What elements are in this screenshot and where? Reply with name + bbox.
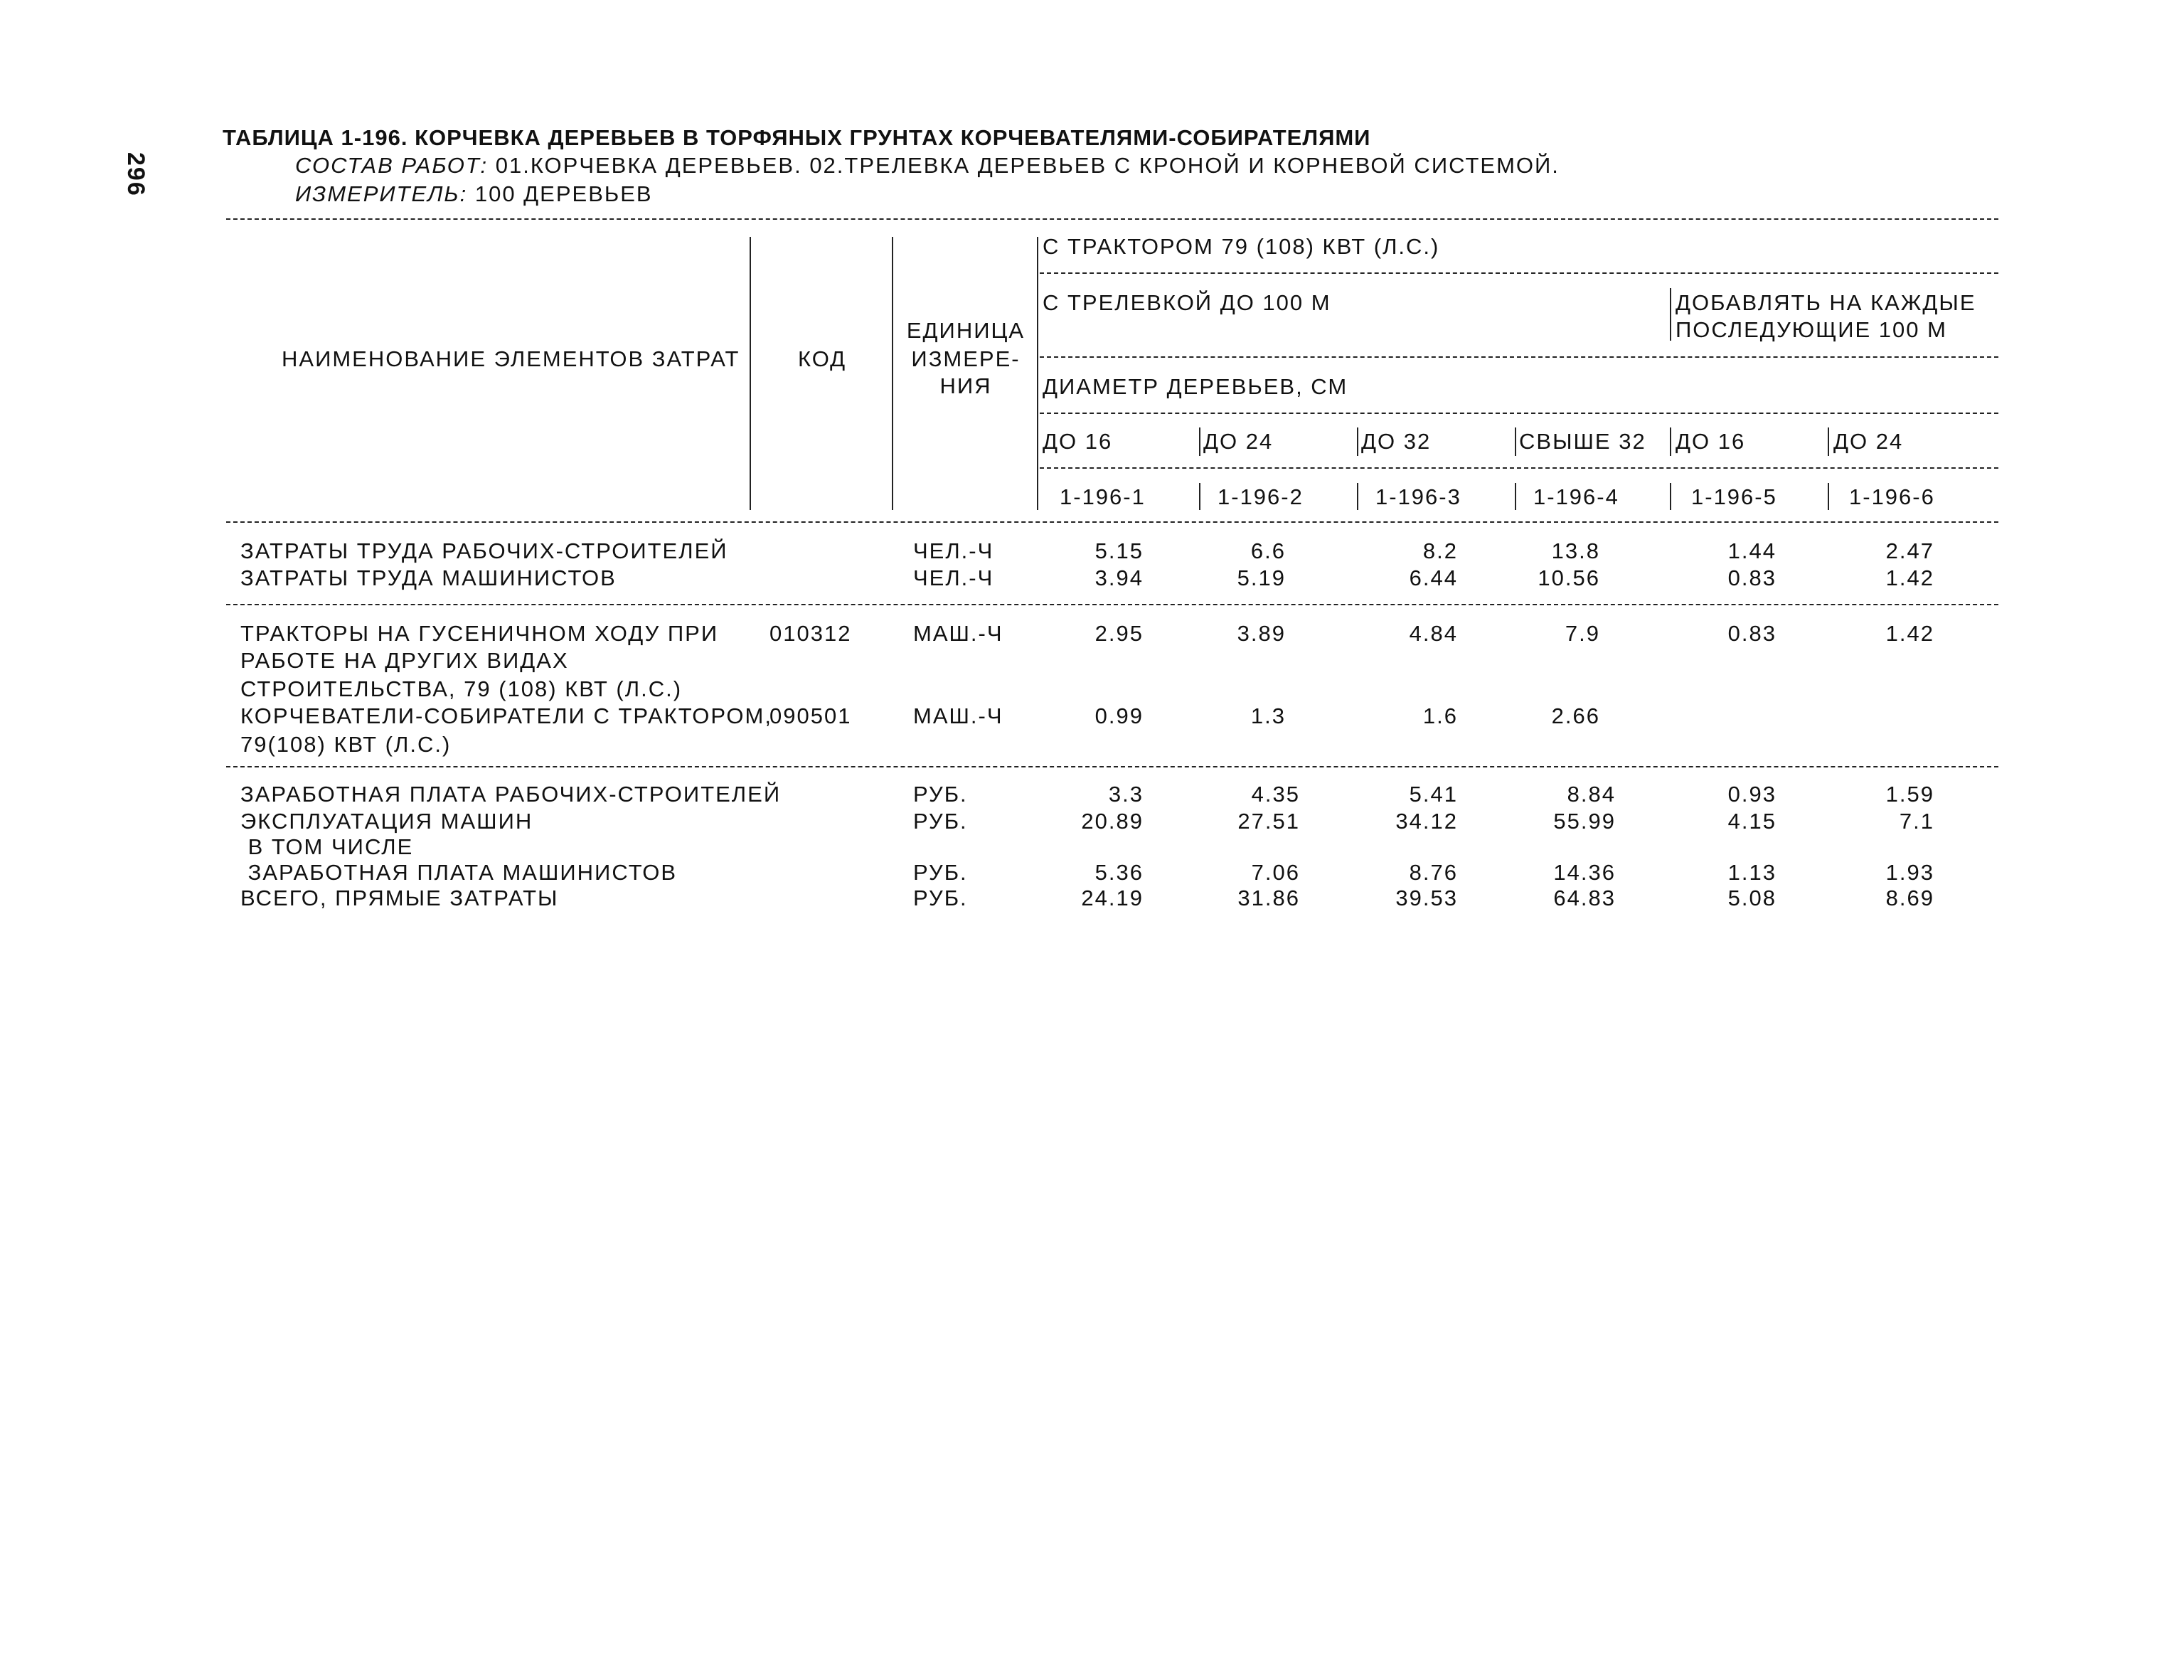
row-value: 7.06 xyxy=(1251,860,1300,885)
header-diam-4: СВЫШЕ 32 xyxy=(1519,429,1646,454)
header-separator-c6 xyxy=(1828,483,1829,510)
header-code-3: 1-196-3 xyxy=(1375,484,1461,509)
header-separator-d3 xyxy=(1357,427,1358,456)
row-value: 2.95 xyxy=(1094,621,1144,646)
row-unit: ЧЕЛ.-Ч xyxy=(913,565,994,590)
composition-label: СОСТАВ РАБОТ: xyxy=(295,153,489,178)
row-value: 0.83 xyxy=(1727,565,1777,590)
rule-header-1 xyxy=(1040,272,1998,274)
row-name: ЗАРАБОТНАЯ ПЛАТА РАБОЧИХ-СТРОИТЕЛЕЙ xyxy=(240,782,782,807)
header-separator-d6 xyxy=(1828,427,1829,456)
table-title: ТАБЛИЦА 1-196. КОРЧЕВКА ДЕРЕВЬЕВ В ТОРФЯНЫХ ГРУНТАХ КОРЧЕВАТЕЛЯМИ-СОБИРАТЕЛЯМИ xyxy=(223,125,1371,150)
row-name: ЗАТРАТЫ ТРУДА МАШИНИСТОВ xyxy=(240,565,617,590)
row-value: 3.89 xyxy=(1237,621,1286,646)
row-value: 5.08 xyxy=(1727,886,1777,910)
row-value: 39.53 xyxy=(1395,886,1458,910)
rule-header-bottom xyxy=(226,521,1998,523)
header-separator-c4 xyxy=(1515,483,1516,510)
row-value: 1.3 xyxy=(1250,703,1286,728)
rule-header-2 xyxy=(1040,356,1998,358)
row-value: 0.83 xyxy=(1727,621,1777,646)
row-value: 5.19 xyxy=(1237,565,1286,590)
row-value: 10.56 xyxy=(1538,565,1600,590)
row-value: 2.66 xyxy=(1551,703,1600,728)
row-value: 24.19 xyxy=(1081,886,1144,910)
row-value: 6.6 xyxy=(1250,538,1286,563)
header-diam-3: ДО 32 xyxy=(1361,429,1432,454)
header-unit-1: ЕДИНИЦА xyxy=(906,318,1026,343)
row-unit: РУБ. xyxy=(913,860,968,885)
rule-top xyxy=(226,218,1998,220)
row-unit: ЧЕЛ.-Ч xyxy=(913,538,994,563)
row-value: 1.13 xyxy=(1727,860,1777,885)
header-separator-c3 xyxy=(1357,483,1358,510)
row-unit: РУБ. xyxy=(913,782,968,807)
header-add-1: ДОБАВЛЯТЬ НА КАЖДЫЕ xyxy=(1676,290,1976,315)
rule-header-4 xyxy=(1040,467,1998,469)
row-value: 1.42 xyxy=(1885,621,1934,646)
header-diam-5: ДО 16 xyxy=(1676,429,1746,454)
row-code: 010312 xyxy=(769,621,852,646)
row-value: 20.89 xyxy=(1081,809,1144,834)
header-separator-c2 xyxy=(1199,483,1200,510)
header-separator-unit xyxy=(1037,237,1038,510)
row-value: 31.86 xyxy=(1237,886,1300,910)
row-name-cont: 79(108) КВТ (Л.С.) xyxy=(240,732,452,757)
row-value: 8.69 xyxy=(1885,886,1934,910)
row-value: 5.15 xyxy=(1094,538,1144,563)
measure-text: 100 ДЕРЕВЬЕВ xyxy=(467,181,653,206)
row-value: 4.35 xyxy=(1251,782,1300,807)
header-tractor: С ТРАКТОРОМ 79 (108) КВТ (Л.С.) xyxy=(1043,234,1440,259)
row-value: 3.94 xyxy=(1094,565,1144,590)
header-diam-1: ДО 16 xyxy=(1043,429,1113,454)
row-value: 0.93 xyxy=(1727,782,1777,807)
row-name-cont: СТРОИТЕЛЬСТВА, 79 (108) КВТ (Л.С.) xyxy=(240,676,683,701)
row-value: 1.93 xyxy=(1885,860,1934,885)
measure-label: ИЗМЕРИТЕЛЬ: xyxy=(295,181,468,206)
row-value: 4.84 xyxy=(1409,621,1458,646)
rule-machines-bottom xyxy=(226,766,1998,767)
row-value: 2.47 xyxy=(1885,538,1934,563)
header-diam-6: ДО 24 xyxy=(1833,429,1904,454)
row-value: 55.99 xyxy=(1553,809,1616,834)
row-value: 8.84 xyxy=(1567,782,1616,807)
header-code-5: 1-196-5 xyxy=(1691,484,1777,509)
row-value: 64.83 xyxy=(1553,886,1616,910)
row-unit: РУБ. xyxy=(913,809,968,834)
row-value: 6.44 xyxy=(1409,565,1458,590)
composition-line xyxy=(295,153,1560,179)
header-separator-add xyxy=(1670,288,1671,341)
row-value: 14.36 xyxy=(1553,860,1616,885)
row-unit: МАШ.-Ч xyxy=(913,621,1003,646)
row-code: 090501 xyxy=(769,703,852,728)
page-number: 296 xyxy=(122,152,149,197)
header-add-2: ПОСЛЕДУЮЩИЕ 100 М xyxy=(1676,317,1947,342)
measure-line xyxy=(295,181,653,207)
row-value: 5.41 xyxy=(1409,782,1458,807)
row-unit: МАШ.-Ч xyxy=(913,703,1003,728)
row-value: 4.15 xyxy=(1727,809,1777,834)
composition-text: 01.КОРЧЕВКА ДЕРЕВЬЕВ. 02.ТРЕЛЕВКА ДЕРЕВЬЕВ С КРОНОЙ И КОРНЕВОЙ СИСТЕМОЙ. xyxy=(488,153,1560,178)
row-name: ЭКСПЛУАТАЦИЯ МАШИН xyxy=(240,809,533,834)
row-value: 0.99 xyxy=(1094,703,1144,728)
header-diam-2: ДО 24 xyxy=(1203,429,1274,454)
row-name-cont: РАБОТЕ НА ДРУГИХ ВИДАХ xyxy=(240,648,569,673)
header-separator-d4 xyxy=(1515,427,1516,456)
header-separator-d2 xyxy=(1199,427,1200,456)
row-unit: РУБ. xyxy=(913,886,968,910)
header-unit-2: ИЗМЕРЕ- xyxy=(911,346,1021,371)
row-name: ВСЕГО, ПРЯМЫЕ ЗАТРАТЫ xyxy=(240,886,559,910)
row-value: 34.12 xyxy=(1395,809,1458,834)
rule-labor-bottom xyxy=(226,604,1998,605)
header-separator-d5 xyxy=(1670,427,1671,456)
row-name: КОРЧЕВАТЕЛИ-СОБИРАТЕЛИ С ТРАКТОРОМ, xyxy=(240,703,772,728)
row-value: 5.36 xyxy=(1094,860,1144,885)
row-value: 7.9 xyxy=(1565,621,1600,646)
row-value: 8.76 xyxy=(1409,860,1458,885)
row-name: ТРАКТОРЫ НА ГУСЕНИЧНОМ ХОДУ ПРИ xyxy=(240,621,719,646)
row-value: 13.8 xyxy=(1551,538,1600,563)
header-separator-name xyxy=(750,237,751,510)
rule-header-3 xyxy=(1040,413,1998,414)
row-value: 1.44 xyxy=(1727,538,1777,563)
header-code-1: 1-196-1 xyxy=(1060,484,1146,509)
header-code-2: 1-196-2 xyxy=(1218,484,1304,509)
header-code-6: 1-196-6 xyxy=(1849,484,1935,509)
header-separator-code xyxy=(892,237,893,510)
row-value: 7.1 xyxy=(1899,809,1934,834)
header-code-4: 1-196-4 xyxy=(1533,484,1619,509)
header-skidding: С ТРЕЛЕВКОЙ ДО 100 М xyxy=(1043,290,1331,315)
header-unit-3: НИЯ xyxy=(939,373,992,398)
header-code-col: КОД xyxy=(798,346,847,371)
header-diameter: ДИАМЕТР ДЕРЕВЬЕВ, СМ xyxy=(1043,374,1348,399)
row-value: 1.59 xyxy=(1885,782,1934,807)
row-value: 27.51 xyxy=(1237,809,1300,834)
header-name-col: НАИМЕНОВАНИЕ ЭЛЕМЕНТОВ ЗАТРАТ xyxy=(282,346,740,371)
row-name: В ТОМ ЧИСЛЕ xyxy=(240,834,414,859)
row-name: ЗАТРАТЫ ТРУДА РАБОЧИХ-СТРОИТЕЛЕЙ xyxy=(240,538,728,563)
row-value: 8.2 xyxy=(1422,538,1458,563)
row-value: 1.6 xyxy=(1422,703,1458,728)
row-value: 1.42 xyxy=(1885,565,1934,590)
row-name: ЗАРАБОТНАЯ ПЛАТА МАШИНИСТОВ xyxy=(240,860,678,885)
header-separator-c5 xyxy=(1670,483,1671,510)
row-value: 3.3 xyxy=(1108,782,1144,807)
